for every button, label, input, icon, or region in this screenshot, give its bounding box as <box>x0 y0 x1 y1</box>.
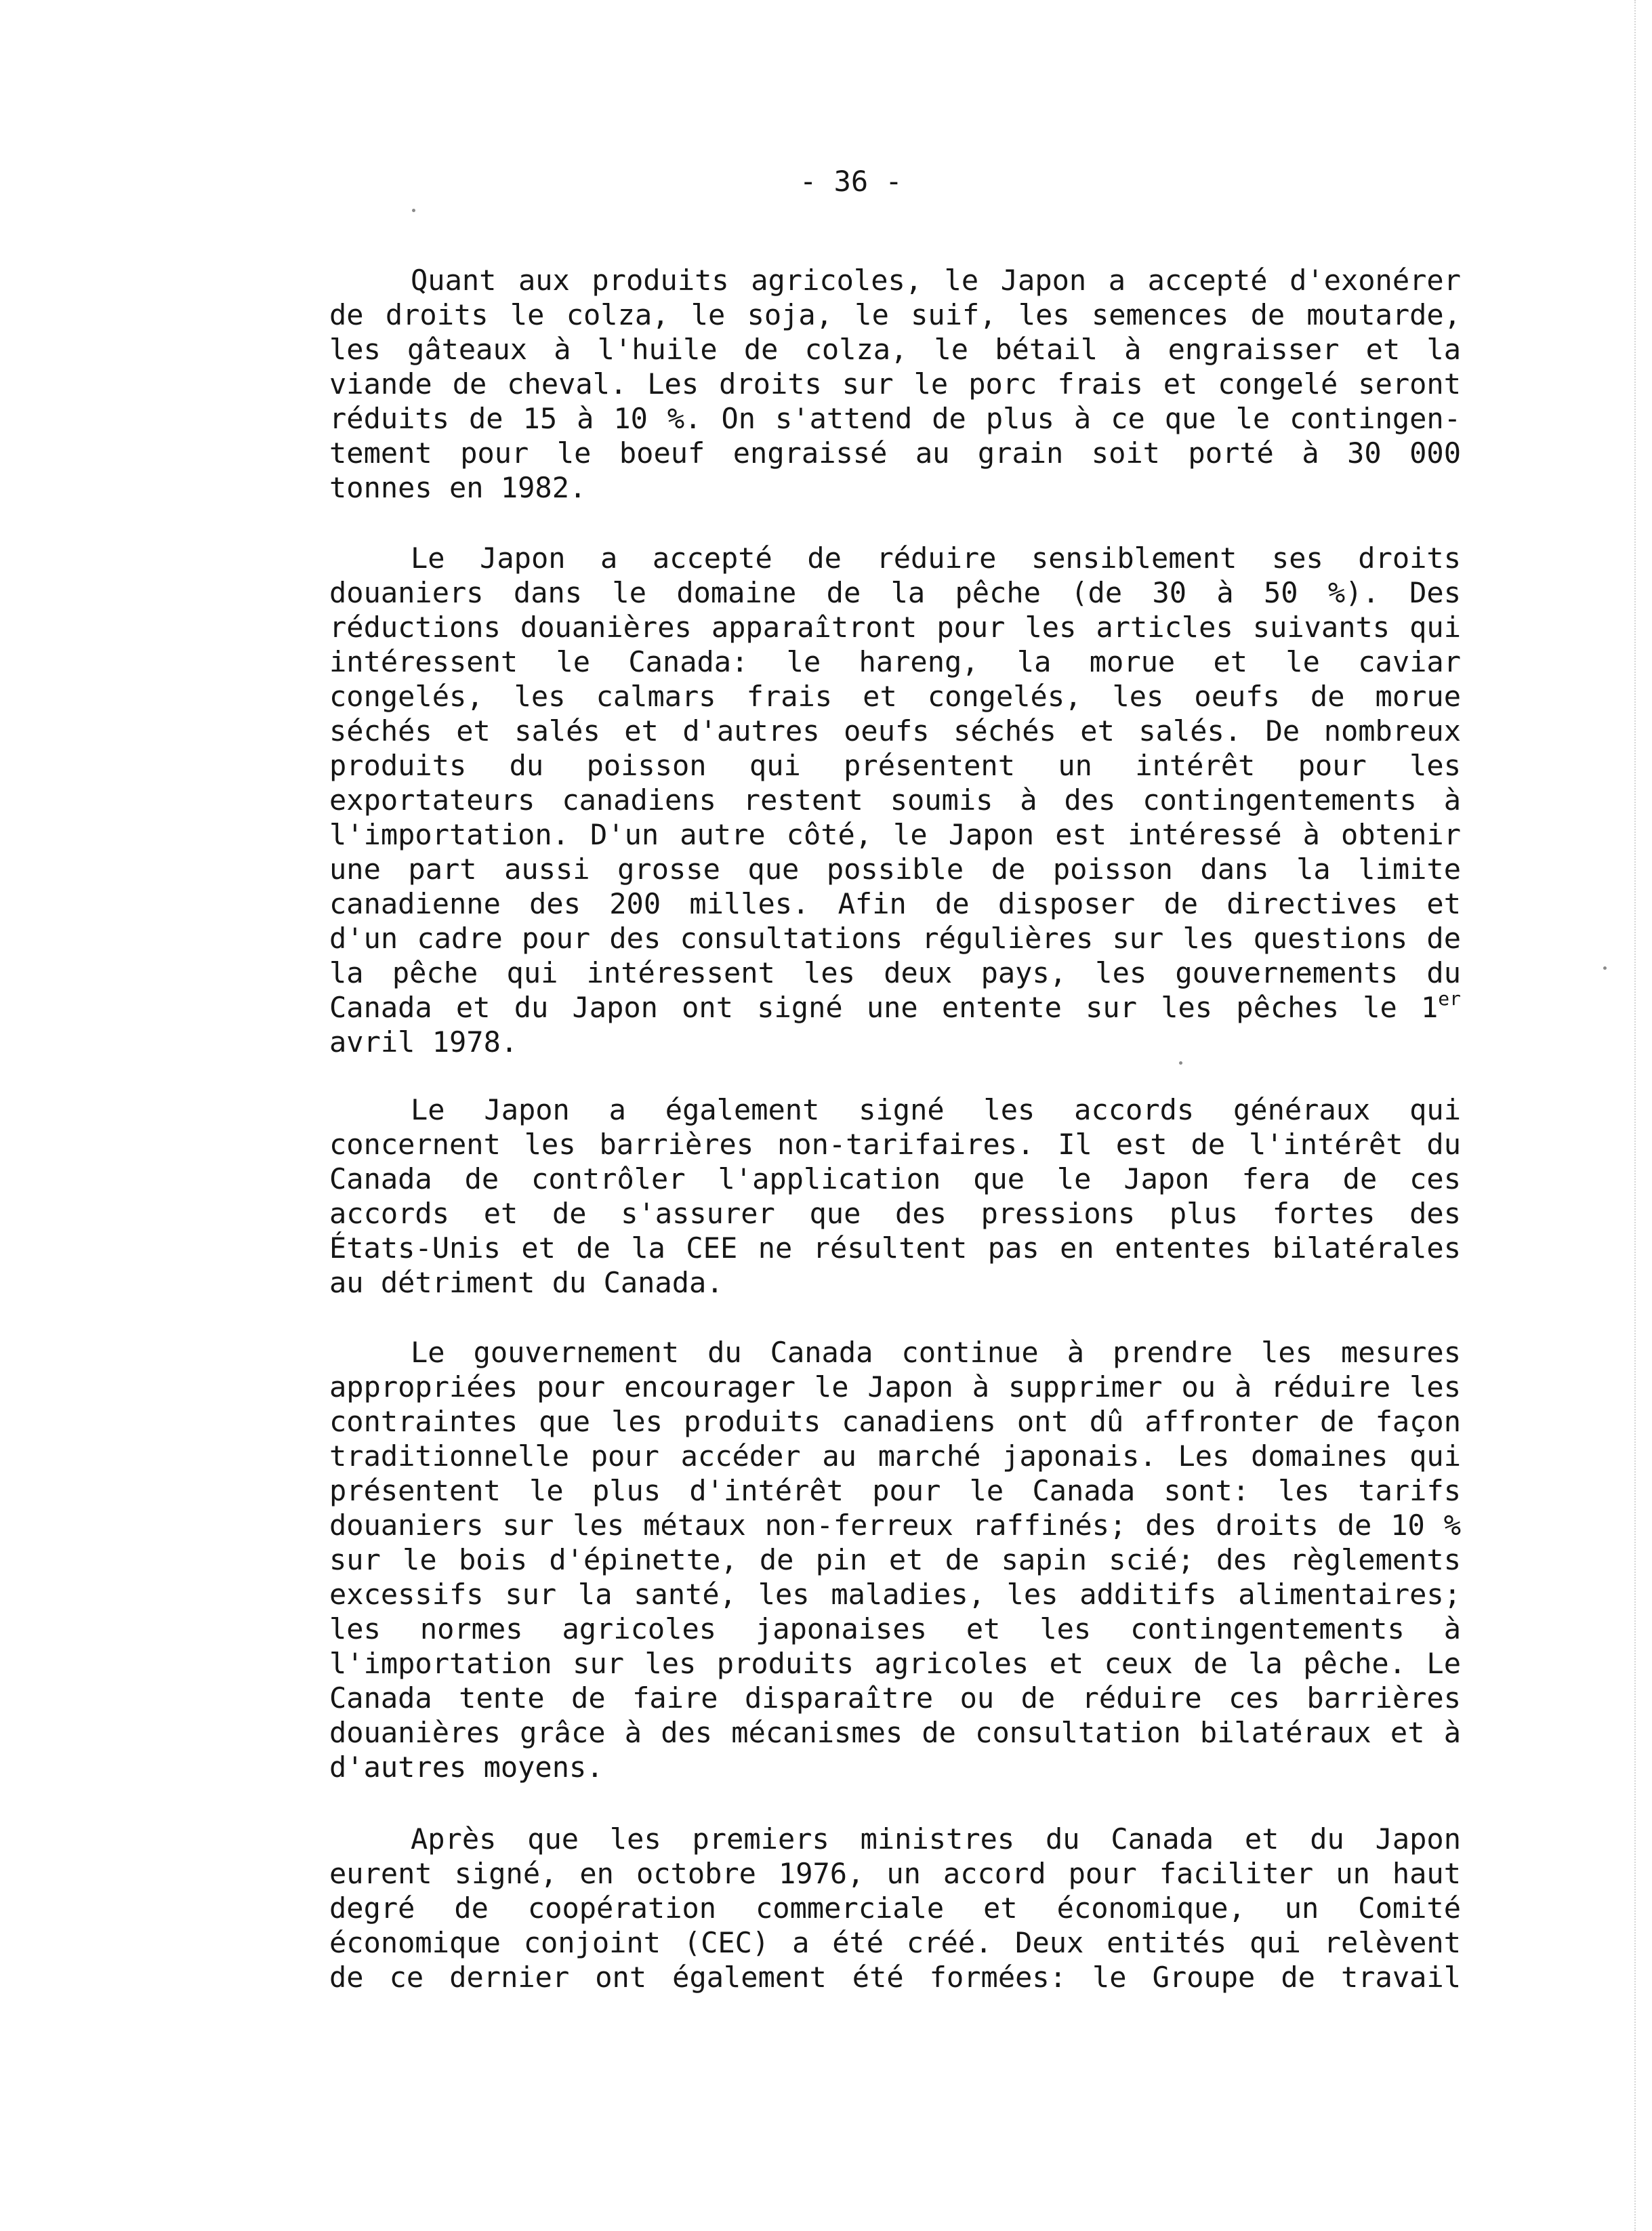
paragraph-line: Quant aux produits agricoles, le Japon a accepté d'exonérer <box>411 264 1461 297</box>
paragraph-line: l'importation sur les produits agricoles et ceux de la pêche. Le <box>329 1647 1461 1680</box>
paragraph-line: viande de cheval. Les droits sur le porc frais et congelé seront <box>329 367 1461 401</box>
paragraph-line: de ce dernier ont également été formées: le Groupe de travail <box>329 1961 1461 1994</box>
scan-edge-artifact <box>1634 0 1640 2231</box>
paragraph-agricultural-products <box>329 263 1461 505</box>
paragraph-line: douaniers dans le domaine de la pêche (de 30 à 50 %). Des <box>329 576 1461 609</box>
paragraph-line: de droits le colza, le soja, le suif, les semences de moutarde, <box>329 298 1461 331</box>
paragraph-line: eurent signé, en octobre 1976, un accord pour faciliter un haut <box>329 1857 1461 1890</box>
paragraph-line: appropriées pour encourager le Japon à supprimer ou à réduire les <box>329 1370 1461 1404</box>
paragraph-non-tariff-barriers <box>329 1092 1461 1300</box>
paragraph-line: réduits de 15 à 10 %. On s'attend de plus à ce que le contingen- <box>329 402 1461 435</box>
page-number: - 36 - <box>800 165 903 198</box>
paragraph-fisheries <box>329 541 1461 1059</box>
paragraph-line: d'un cadre pour des consultations régulières sur les questions de <box>329 922 1461 955</box>
paragraph-line: la pêche qui intéressent les deux pays, les gouvernements du <box>329 956 1461 989</box>
paragraph-line: États-Unis et de la CEE ne résultent pas en ententes bilatérales <box>329 1231 1461 1265</box>
paragraph-line: économique conjoint (CEC) a été créé. Deux entités qui relèvent <box>329 1926 1461 1959</box>
scan-speck <box>1179 1061 1182 1065</box>
paragraph-line: canadienne des 200 milles. Afin de disposer de directives et <box>329 887 1461 920</box>
paragraph-line: Le gouvernement du Canada continue à prendre les mesures <box>411 1336 1461 1369</box>
paragraph-line: congelés, les calmars frais et congelés, les oeufs de morue <box>329 680 1461 713</box>
paragraph-line: présentent le plus d'intérêt pour le Canada sont: les tarifs <box>329 1474 1461 1507</box>
paragraph-line: concernent les barrières non-tarifaires. Il est de l'intérêt du <box>329 1128 1461 1161</box>
paragraph-line: les normes agricoles japonaises et les contingentements à <box>329 1612 1461 1645</box>
paragraph-line: Le Japon a également signé les accords généraux qui <box>411 1093 1461 1126</box>
paragraph-line: une part aussi grosse que possible de poisson dans la limite <box>329 853 1461 886</box>
paragraph-line: contraintes que les produits canadiens ont dû affronter de façon <box>329 1405 1461 1438</box>
paragraph-line: les gâteaux à l'huile de colza, le bétail à engraisser et la <box>329 333 1461 366</box>
superscript-ordinal: er <box>1438 987 1461 1010</box>
paragraph-line: avril 1978. <box>329 1025 518 1059</box>
paragraph-government-measures <box>329 1335 1461 1784</box>
paragraph-line: Canada de contrôler l'application que le Japon fera de ces <box>329 1162 1461 1195</box>
paragraph-line: Canada tente de faire disparaître ou de réduire ces barrières <box>329 1681 1461 1715</box>
paragraph-line: traditionnelle pour accéder au marché japonais. Les domaines qui <box>329 1439 1461 1473</box>
scan-speck <box>1603 966 1607 970</box>
paragraph-line: Le Japon a accepté de réduire sensiblement ses droits <box>411 541 1461 575</box>
paragraph-line-text: Canada et du Japon ont signé une entente sur les pêches le 1 <box>329 991 1439 1024</box>
paragraph-line: douaniers sur les métaux non-ferreux raffinés; des droits de 10 % <box>329 1509 1461 1542</box>
paragraph-line: au détriment du Canada. <box>329 1266 724 1299</box>
paragraph-line: excessifs sur la santé, les maladies, les additifs alimentaires; <box>329 1578 1461 1611</box>
paragraph-line: d'autres moyens. <box>329 1751 604 1784</box>
scan-speck <box>412 209 415 212</box>
paragraph-line: tonnes en 1982. <box>329 471 587 504</box>
paragraph-line: réductions douanières apparaîtront pour les articles suivants qui <box>329 611 1461 644</box>
paragraph-line: tement pour le boeuf engraissé au grain soit porté à 30 000 <box>329 436 1461 470</box>
paragraph-line: degré de coopération commerciale et économique, un Comité <box>329 1891 1461 1925</box>
paragraph-line: sur le bois d'épinette, de pin et de sapin scié; des règlements <box>329 1543 1461 1576</box>
paragraph-line: intéressent le Canada: le hareng, la morue et le caviar <box>329 645 1461 678</box>
paragraph-line: Après que les premiers ministres du Canada et du Japon <box>411 1822 1461 1856</box>
paragraph-joint-committee <box>329 1822 1461 1994</box>
paragraph-line-with-superscript <box>329 987 1461 1025</box>
paragraph-line: séchés et salés et d'autres oeufs séchés et salés. De nombreux <box>329 714 1461 748</box>
paragraph-line: produits du poisson qui présentent un intérêt pour les <box>329 749 1461 782</box>
paragraph-line: l'importation. D'un autre côté, le Japon est intéressé à obtenir <box>329 818 1461 851</box>
paragraph-line: exportateurs canadiens restent soumis à des contingentements à <box>329 783 1461 817</box>
paragraph-line: douanières grâce à des mécanismes de consultation bilatéraux et à <box>329 1716 1461 1749</box>
paragraph-line: accords et de s'assurer que des pressions plus fortes des <box>329 1197 1461 1230</box>
